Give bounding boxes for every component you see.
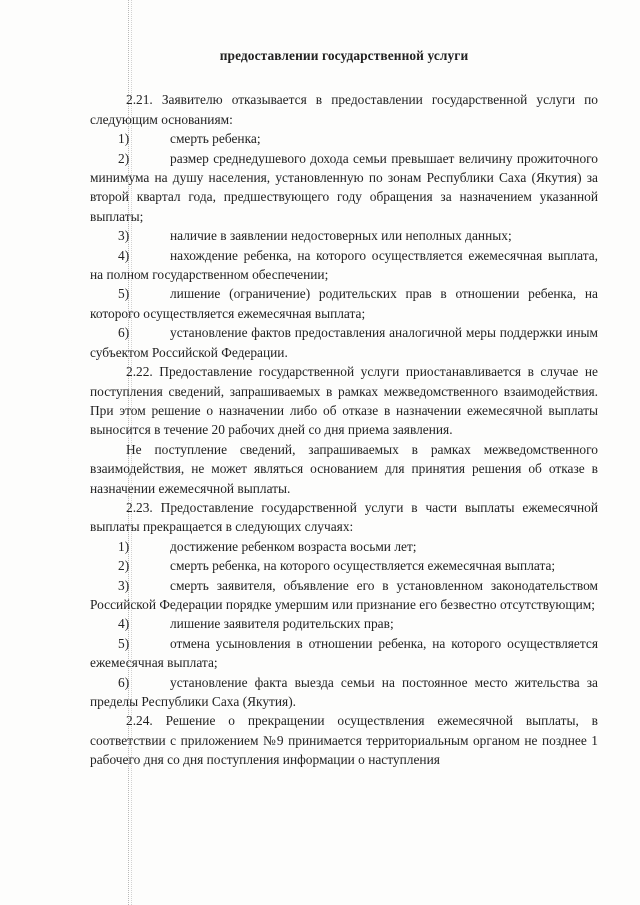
list-item: [90, 614, 598, 633]
list-item-number: 1): [118, 131, 130, 147]
list-item-number: 6): [118, 674, 130, 690]
clause-2-22: 2.22. Предоставление государственной услуги приостанавливается в случае не поступления сведений, запрашиваемых в рамках межведомственного взаимодействия. При этом решение о назначении либо об отказе в назначении ежемесячной выплаты выносится в течение 20 рабочих дней со дня приема заявления.: [90, 364, 598, 438]
clause-2-23: 2.23. Предоставление государственной услуги в части выплаты ежемесячной выплаты прекращается в следующих случаях:: [90, 499, 598, 535]
list-item-text: смерть заявителя, объявление его в установленном законодательством Российской Федерации порядке умершим или признание его безвестно отсутствующим;: [90, 577, 598, 612]
list-item-text: лишение заявителя родительских прав;: [170, 616, 394, 632]
list-item-text: установление фактов предоставления аналогичной меры поддержки иным субъектом Российской Федерации.: [90, 325, 598, 360]
list-item: [90, 129, 598, 148]
clause-2-22-continued: Не поступление сведений, запрашиваемых в рамках межведомственного взаимодействия, не может являться основанием для принятия решения об отказе в назначении ежемесячной выплаты.: [90, 441, 598, 496]
page-title: предоставлении государственной услуги: [219, 48, 469, 63]
list-item-number: 4): [118, 616, 130, 632]
list-item-number: 5): [118, 635, 130, 651]
list-item-text: установление факта выезда семьи на постоянное место жительства за пределы Республики Саха (Якутия).: [90, 674, 598, 709]
list-item: [90, 537, 598, 556]
list-item: [90, 246, 598, 285]
list-item-text: размер среднедушевого дохода семьи превышает величину прожиточного минимума на душу населения, установленную по зонам Республики Саха (Якутия) за второй квартал года, предшествующего году обращения за назначением указанной выплаты;: [90, 150, 598, 224]
list-item-number: 6): [118, 325, 130, 341]
list-item-number: 2): [118, 150, 130, 166]
list-item: [90, 576, 598, 615]
list-item-number: 3): [118, 577, 130, 593]
list-item: [90, 149, 598, 227]
list-item-number: 5): [118, 286, 130, 302]
list-item-number: 1): [118, 538, 130, 554]
list-item: [90, 323, 598, 362]
list-item: [90, 284, 598, 323]
list-item-text: нахождение ребенка, на которого осуществляется ежемесячная выплата, на полном государственном обеспечении;: [90, 247, 598, 283]
list-item: [90, 634, 598, 673]
document-body: [90, 46, 598, 770]
list-item-number: 2): [118, 558, 130, 574]
list-item: [90, 226, 598, 245]
list-item-number: 3): [118, 228, 130, 244]
list-item: [90, 673, 598, 712]
clause-2-24: 2.24. Решение о прекращении осуществления ежемесячной выплаты, в соответствии с приложением №9 принимается территориальным органом не позднее 1 рабочего дня со дня поступления информации о наступления: [90, 713, 598, 768]
list-item-number: 4): [118, 247, 130, 263]
list-item-text: отмена усыновления в отношении ребенка, на которого осуществляется ежемесячная выплата;: [90, 635, 598, 671]
list-item-text: наличие в заявлении недостоверных или неполных данных;: [170, 228, 512, 244]
list-item: [90, 556, 598, 575]
list-item-text: смерть ребенка;: [170, 131, 261, 147]
list-item-text: достижение ребенком возраста восьми лет;: [170, 538, 417, 554]
clause-2-21: 2.21. Заявителю отказывается в предоставлении государственной услуги по следующим основаниям:: [90, 92, 598, 127]
list-item-text: смерть ребенка, на которого осуществляется ежемесячная выплата;: [170, 558, 556, 574]
list-item-text: лишение (ограничение) родительских прав в отношении ребенка, на которого осуществляется ежемесячная выплата;: [90, 286, 598, 321]
